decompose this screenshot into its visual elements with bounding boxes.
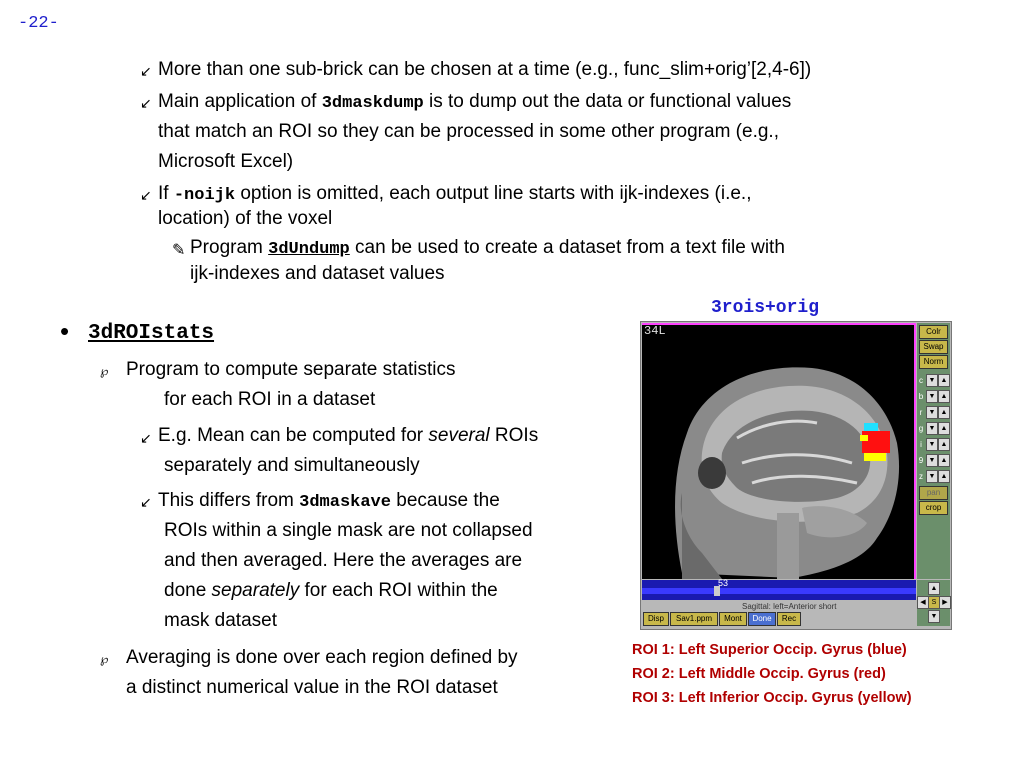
page-number: -22-	[18, 14, 59, 33]
navigation-pad	[917, 580, 950, 626]
side-letter-i: i	[920, 440, 922, 449]
sub2-line1: Averaging is done over each region defined by	[126, 647, 518, 668]
up-arrow-icon[interactable]: ▲	[938, 374, 950, 387]
brain-mri-graphic	[642, 323, 916, 579]
top-item-2-cont-1: that match an ROI so they can be processed in some other program (e.g.,	[158, 121, 779, 142]
command-3dundump: 3dUndump	[268, 240, 350, 259]
done-button[interactable]: Done	[748, 612, 776, 626]
up-arrow-icon[interactable]: ▲	[938, 406, 950, 419]
crop-button[interactable]: crop	[919, 501, 948, 515]
sub1b-line5: mask dataset	[164, 610, 277, 631]
side-letter-g: g	[918, 424, 924, 433]
down-arrow-icon[interactable]: ▼	[926, 390, 938, 403]
sub1b-line1	[158, 488, 500, 515]
viewer-status-text: Sagittal: left=Anterior short	[742, 602, 837, 611]
top-item-1-text: More than one sub-brick can be chosen at a time (e.g., func_slim+orig’[2,4-6])	[158, 59, 812, 80]
viewer-bottom-bar	[642, 602, 916, 626]
up-arrow-icon[interactable]: ▲	[938, 390, 950, 403]
sub1b-line4-emphasis: separately	[211, 580, 300, 601]
slice-value: 53	[718, 578, 729, 588]
down-arrow-icon[interactable]: ▼	[926, 374, 938, 387]
viewer-sidebar	[917, 323, 950, 579]
check-bullet-icon: ↙	[140, 95, 152, 111]
top-item-1	[158, 57, 811, 82]
sub2-line2: a distinct numerical value in the ROI dataset	[126, 677, 498, 698]
swap-button[interactable]: Swap	[919, 340, 948, 354]
mont-button[interactable]: Mont	[719, 612, 747, 626]
check-bullet-icon: ↙	[140, 430, 152, 446]
sub1b-line4	[164, 578, 498, 603]
down-arrow-icon[interactable]: ▼	[926, 470, 938, 483]
section-bullet-icon: •	[60, 316, 70, 346]
orientation-label: 34L	[644, 324, 666, 338]
side-letter-b: b	[918, 392, 924, 401]
sub-bullet-icon: ℘	[100, 652, 109, 666]
sub1-line2: for each ROI in a dataset	[164, 389, 376, 410]
sub1b-line3: and then averaged. Here the averages are	[164, 550, 523, 571]
top-item-4	[190, 235, 785, 262]
top-item-4-post: can be used to create a dataset from a text file with	[349, 237, 785, 258]
colr-button[interactable]: Colr	[919, 325, 948, 339]
top-item-2-post: is to dump out the data or functional values	[423, 91, 792, 112]
sub1a-emphasis: several	[428, 425, 490, 446]
roi-caption-1: ROI 1: Left Superior Occip. Gyrus (blue)	[632, 642, 907, 658]
up-arrow-icon[interactable]: ▲	[938, 470, 950, 483]
down-arrow-icon[interactable]: ▼	[926, 454, 938, 467]
check-bullet-icon: ↙	[140, 187, 152, 203]
down-arrow-icon[interactable]: ▼	[926, 422, 938, 435]
top-item-2-pre: Main application of	[158, 91, 322, 112]
check-bullet-icon: ↙	[140, 494, 152, 510]
section-title: 3dROIstats	[88, 322, 215, 345]
slider-track	[642, 588, 916, 594]
sub1-line1: Program to compute separate statistics	[126, 359, 456, 380]
side-letter-z: z	[919, 472, 923, 481]
sub1b-post: because the	[390, 490, 500, 511]
sub1b-line4-pre: done	[164, 580, 212, 601]
top-item-3-post: option is omitted, each output line starts with ijk-indexes (i.e.,	[235, 183, 752, 204]
top-item-3-cont-1: location) of the voxel	[158, 208, 333, 229]
sub1a-post: ROIs	[489, 425, 539, 446]
left-arrow-icon[interactable]: ◀	[917, 596, 929, 609]
top-item-2-cont-2: Microsoft Excel)	[158, 151, 294, 172]
command-3dmaskave: 3dmaskave	[299, 493, 391, 512]
roi-caption-3: ROI 3: Left Inferior Occip. Gyrus (yellow)	[632, 690, 912, 706]
afni-image-viewer	[640, 321, 952, 630]
sub1b-line4-post: for each ROI within the	[299, 580, 498, 601]
sub1b-line2: ROIs within a single mask are not collapsed	[164, 520, 533, 541]
top-item-2	[158, 89, 791, 116]
rec-button[interactable]: Rec	[777, 612, 801, 626]
sub1b-pre: This differs from	[158, 490, 300, 511]
up-arrow-icon[interactable]: ▲	[938, 438, 950, 451]
side-letter-9: 9	[918, 456, 924, 465]
top-item-3-pre: If	[158, 183, 174, 204]
right-arrow-icon[interactable]: ▶	[939, 596, 951, 609]
up-arrow-icon[interactable]: ▲	[938, 454, 950, 467]
pen-bullet-icon: ✎	[172, 242, 186, 259]
pan-button[interactable]: pan	[919, 486, 948, 500]
sub1a-line2: separately and simultaneously	[164, 455, 420, 476]
top-item-4-cont-1: ijk-indexes and dataset values	[190, 263, 445, 284]
center-icon[interactable]: S	[928, 596, 940, 609]
command-3dmaskdump: 3dmaskdump	[321, 94, 424, 113]
slice-slider[interactable]	[642, 580, 916, 600]
up-arrow-icon[interactable]: ▲	[938, 422, 950, 435]
down-arrow-icon[interactable]: ▼	[926, 406, 938, 419]
norm-button[interactable]: Norm	[919, 355, 948, 369]
save-ppm-button[interactable]: Sav1.ppm	[670, 612, 718, 626]
side-letter-r: r	[919, 408, 923, 417]
side-letter-c: c	[919, 376, 923, 385]
top-item-4-pre: Program	[190, 237, 269, 258]
sub1a-pre: E.g. Mean can be computed for	[158, 425, 429, 446]
top-item-3	[158, 181, 751, 208]
command-noijk: -noijk	[173, 186, 236, 205]
check-bullet-icon: ↙	[140, 63, 152, 79]
up-arrow-icon[interactable]: ▲	[928, 582, 940, 595]
sagittal-brain-image[interactable]	[642, 323, 916, 579]
roi-caption-2: ROI 2: Left Middle Occip. Gyrus (red)	[632, 666, 886, 682]
sub1a-line1	[158, 423, 538, 448]
down-arrow-icon[interactable]: ▼	[926, 438, 938, 451]
down-arrow-icon[interactable]: ▼	[928, 610, 940, 623]
image-title: 3rois+orig	[711, 298, 820, 318]
disp-button[interactable]: Disp	[643, 612, 669, 626]
sub-bullet-icon: ℘	[100, 364, 109, 378]
